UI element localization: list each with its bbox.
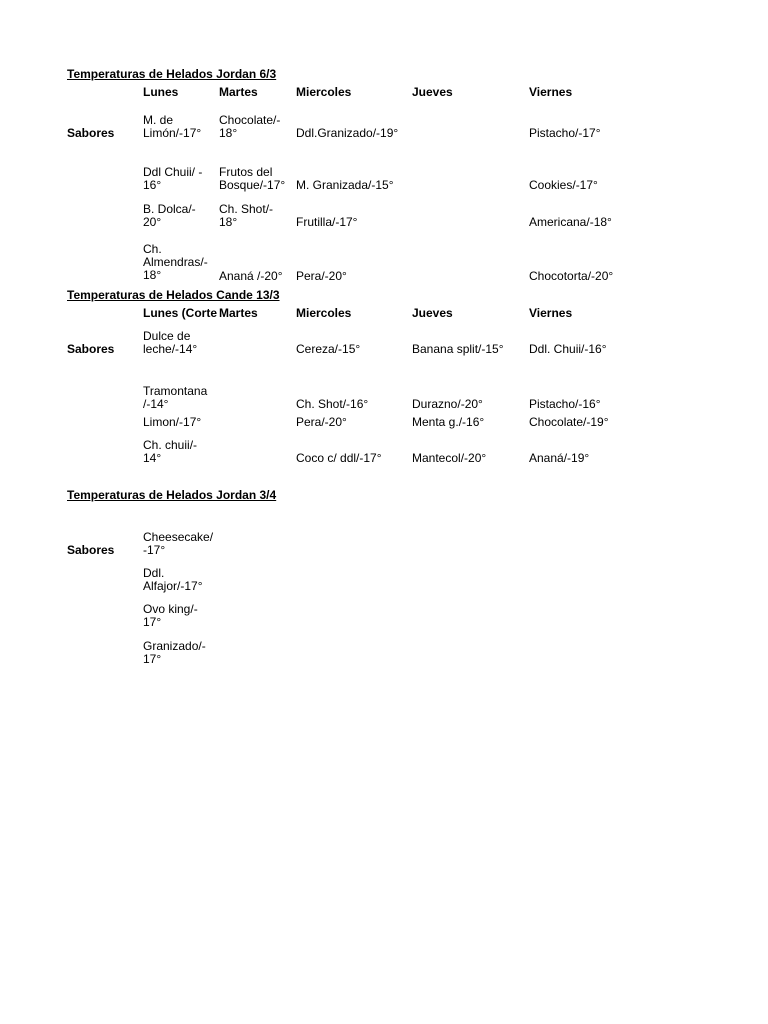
row-label-sabores: Sabores: [67, 543, 115, 557]
header-lunes-corte: Lunes (Corte: [143, 306, 218, 320]
header-martes: Martes: [219, 85, 258, 99]
header-miercoles: Miercoles: [296, 85, 352, 99]
cell-s2-r3-miercoles: Pera/-20°: [296, 415, 347, 429]
cell-s1-r4-viernes: Chocotorta/-20°: [529, 269, 614, 283]
cell-s1-r2-miercoles: M. Granizada/-15°: [296, 178, 394, 192]
cell-s2-r3-jueves: Menta g./-16°: [412, 415, 485, 429]
cell-s2-r4-viernes: Ananá/-19°: [529, 451, 590, 465]
cell-s3-item-1: Cheesecake/ -17°: [143, 530, 214, 557]
cell-s2-r2-lunes: Tramontana /-14°: [143, 384, 208, 411]
cell-s2-r2-jueves: Durazno/-20°: [412, 397, 483, 411]
cell-s2-r3-lunes: Limon/-17°: [143, 415, 202, 429]
header-viernes: Viernes: [529, 306, 573, 320]
cell-s1-r3-martes: Ch. Shot/- 18°: [219, 202, 274, 229]
header-viernes: Viernes: [529, 85, 573, 99]
cell-s2-r4-lunes: Ch. chuii/- 14°: [143, 438, 198, 465]
cell-s1-r2-lunes: Ddl Chuii/ - 16°: [143, 165, 203, 192]
cell-s1-r3-viernes: Americana/-18°: [529, 215, 612, 229]
cell-s1-r4-martes: Ananá /-20°: [219, 269, 283, 283]
header-miercoles: Miercoles: [296, 306, 352, 320]
cell-s1-r4-miercoles: Pera/-20°: [296, 269, 347, 283]
row-label-sabores: Sabores: [67, 126, 115, 140]
cell-s1-r2-viernes: Cookies/-17°: [529, 178, 598, 192]
cell-s2-r1-lunes: Dulce de leche/-14°: [143, 329, 198, 356]
header-martes: Martes: [219, 306, 258, 320]
cell-s1-r2-martes: Frutos del Bosque/-17°: [219, 165, 286, 192]
cell-s3-item-4: Granizado/- 17°: [143, 639, 206, 666]
cell-s1-r1-viernes: Pistacho/-17°: [529, 126, 601, 140]
row-label-sabores: Sabores: [67, 342, 115, 356]
cell-s1-r3-miercoles: Frutilla/-17°: [296, 215, 358, 229]
cell-s1-r1-miercoles: Ddl.Granizado/-19°: [296, 126, 399, 140]
section-title-jordan-3-4: Temperaturas de Helados Jordan 3/4: [67, 488, 277, 502]
header-jueves: Jueves: [412, 85, 453, 99]
section-title-cande-13-3: Temperaturas de Helados Cande 13/3: [67, 288, 280, 302]
section-title-jordan-6-3: Temperaturas de Helados Jordan 6/3: [67, 67, 277, 81]
header-jueves: Jueves: [412, 306, 453, 320]
cell-s2-r2-miercoles: Ch. Shot/-16°: [296, 397, 369, 411]
cell-s1-r4-lunes: Ch. Almendras/- 18°: [143, 242, 208, 282]
cell-s1-r1-lunes: M. de Limón/-17°: [143, 113, 202, 140]
cell-s1-r1-martes: Chocolate/- 18°: [219, 113, 281, 140]
cell-s3-item-2: Ddl. Alfajor/-17°: [143, 566, 203, 593]
cell-s3-item-3: Ovo king/- 17°: [143, 602, 198, 629]
header-lunes: Lunes: [143, 85, 179, 99]
cell-s2-r2-viernes: Pistacho/-16°: [529, 397, 601, 411]
cell-s2-r1-viernes: Ddl. Chuii/-16°: [529, 342, 607, 356]
cell-s2-r4-jueves: Mantecol/-20°: [412, 451, 487, 465]
cell-s2-r3-viernes: Chocolate/-19°: [529, 415, 609, 429]
cell-s1-r3-lunes: B. Dolca/- 20°: [143, 202, 196, 229]
cell-s2-r1-jueves: Banana split/-15°: [412, 342, 504, 356]
cell-s2-r4-miercoles: Coco c/ ddl/-17°: [296, 451, 382, 465]
cell-s2-r1-miercoles: Cereza/-15°: [296, 342, 361, 356]
